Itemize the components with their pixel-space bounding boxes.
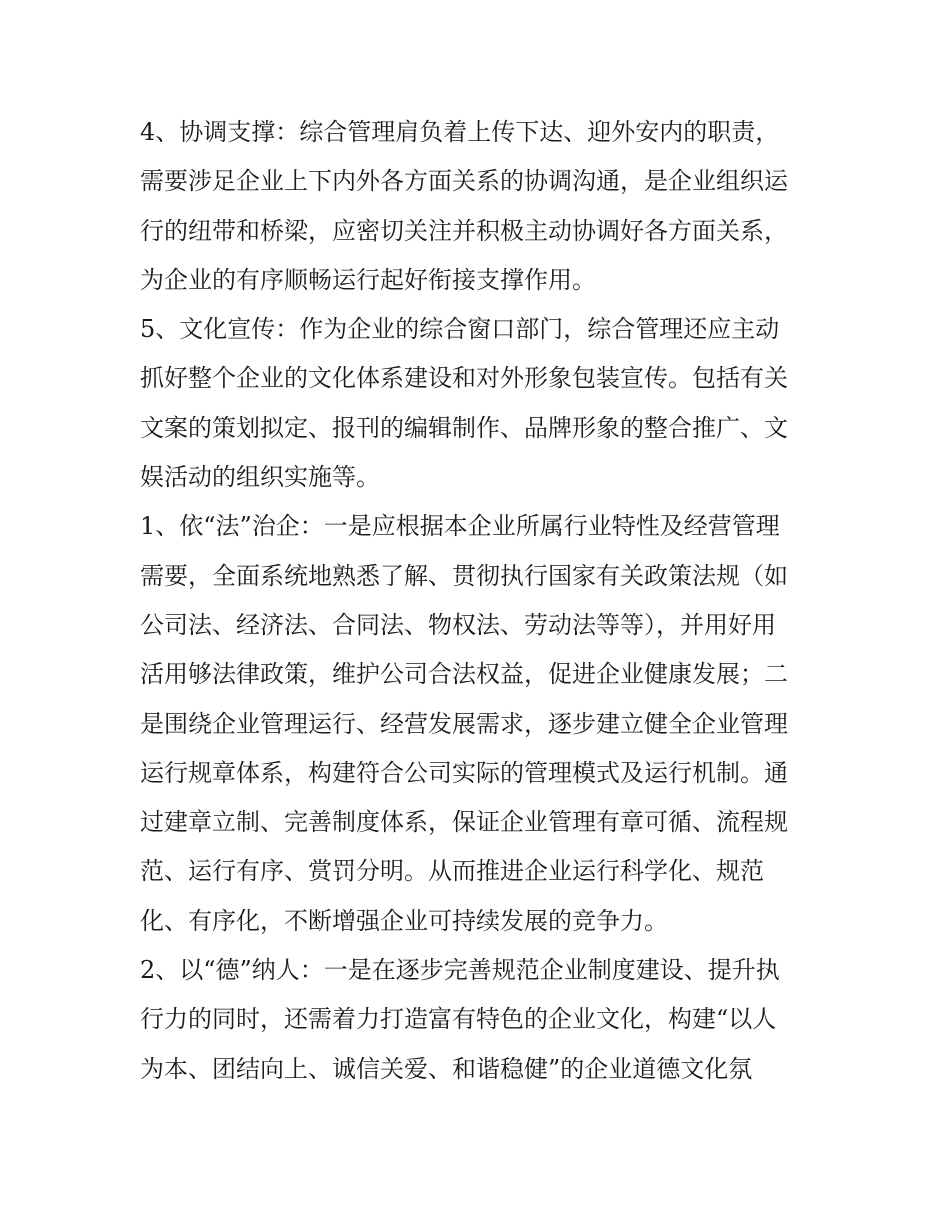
text-line: 行的纽带和桥梁，应密切关注并积极主动协调好各方面关系， xyxy=(140,216,788,245)
text-line: 活用够法律政策，维护公司合法权益，促进企业健康发展；二 xyxy=(140,660,788,689)
text-line: 化、有序化，不断增强企业可持续发展的竞争力。 xyxy=(140,906,668,935)
document-body xyxy=(140,108,820,1094)
text-line: 5、文化宣传：作为企业的综合窗口部门，综合管理还应主动 xyxy=(140,315,780,344)
text-line: 是围绕企业管理运行、经营发展需求，逐步建立健全企业管理 xyxy=(140,709,788,738)
text-line: 1、依“法”治企：一是应根据本企业所属行业特性及经营管理 xyxy=(140,512,780,541)
text-line: 范、运行有序、赏罚分明。从而推进企业运行科学化、规范 xyxy=(140,857,764,886)
text-line: 公司法、经济法、合同法、物权法、劳动法等等），并用好用 xyxy=(140,610,776,639)
text-line: 娱活动的组织实施等。 xyxy=(140,463,380,492)
text-line: 过建章立制、完善制度体系，保证企业管理有章可循、流程规 xyxy=(140,808,788,837)
text-line: 行力的同时，还需着力打造富有特色的企业文化，构建“以人 xyxy=(140,1005,777,1034)
text-line: 为企业的有序顺畅运行起好衔接支撑作用。 xyxy=(140,265,596,294)
text-line: 需要涉足企业上下内外各方面关系的协调沟通，是企业组织运 xyxy=(140,167,788,196)
text-line: 需要，全面系统地熟悉了解、贯彻执行国家有关政策法规（如 xyxy=(140,561,788,590)
text-line: 为本、团结向上、诚信关爱、和谐稳健”的企业道德文化氛 xyxy=(140,1054,753,1083)
text-line: 文案的策划拟定、报刊的编辑制作、品牌形象的整合推广、文 xyxy=(140,413,788,442)
text-line: 运行规章体系，构建符合公司实际的管理模式及运行机制。通 xyxy=(140,758,788,787)
text-line: 4、协调支撑：综合管理肩负着上传下达、迎外安内的职责， xyxy=(140,118,780,146)
text-line: 2、以“德”纳人：一是在逐步完善规范企业制度建设、提升执 xyxy=(140,956,780,985)
text-line: 抓好整个企业的文化体系建设和对外形象包装宣传。包括有关 xyxy=(140,364,788,393)
